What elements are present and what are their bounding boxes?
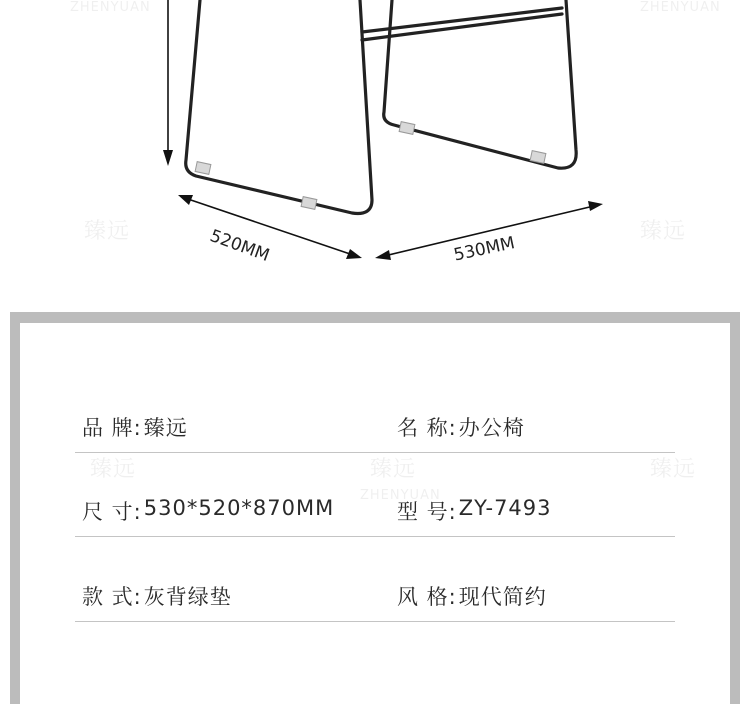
chair-leg-front-left bbox=[186, 0, 372, 213]
spec-label: 品 牌: bbox=[82, 416, 142, 440]
watermark-cn: 臻远 bbox=[640, 219, 687, 244]
spec-value: 办公椅 bbox=[458, 416, 525, 440]
spec-style bbox=[397, 581, 547, 611]
chair-foot-glide bbox=[195, 162, 211, 175]
depth-label: 520MM bbox=[207, 226, 273, 266]
watermark-en: ZHENYUAN bbox=[70, 0, 151, 15]
depth-arrowhead-end bbox=[346, 249, 362, 259]
spec-label: 型 号: bbox=[397, 500, 457, 524]
spec-row-brand-name bbox=[75, 372, 675, 453]
spec-value: ZY-7493 bbox=[458, 496, 552, 520]
chair-foot-glide bbox=[530, 151, 546, 164]
spec-brand bbox=[82, 412, 188, 442]
width-label: 530MM bbox=[452, 233, 517, 266]
product-dimension-image bbox=[0, 0, 750, 312]
spec-row-size-model bbox=[75, 456, 675, 537]
watermark-en: ZHENYUAN bbox=[640, 0, 721, 15]
watermark-cn: 臻远 bbox=[84, 219, 131, 244]
spec-value: 现代简约 bbox=[458, 585, 547, 609]
spec-value: 530*520*870MM bbox=[143, 496, 335, 520]
spec-label: 款 式: bbox=[82, 585, 142, 609]
chair-frame-drawing bbox=[0, 0, 750, 312]
spec-label: 名 称: bbox=[397, 416, 457, 440]
depth-arrowhead-start bbox=[178, 195, 193, 205]
spec-label: 尺 寸: bbox=[82, 500, 142, 524]
chair-foot-glide bbox=[301, 197, 317, 210]
spec-label: 风 格: bbox=[397, 585, 457, 609]
spec-value: 灰背绿垫 bbox=[143, 585, 232, 609]
watermark-cn: 臻远 bbox=[90, 457, 137, 482]
chair-foot-glide bbox=[399, 122, 415, 135]
watermark-cn: 臻远 bbox=[370, 457, 417, 482]
spec-variant bbox=[82, 581, 232, 611]
width-arrowhead-end bbox=[588, 201, 603, 211]
watermark-cn: 臻远 bbox=[650, 457, 697, 482]
width-arrowhead-start bbox=[375, 250, 391, 260]
spec-model bbox=[397, 496, 552, 526]
spec-row-style bbox=[75, 541, 675, 622]
spec-size bbox=[82, 496, 334, 526]
height-arrowhead bbox=[163, 150, 173, 166]
spec-product-name bbox=[397, 412, 525, 442]
spec-value: 臻远 bbox=[143, 416, 188, 440]
watermark-en: ZHENYUAN bbox=[360, 488, 441, 503]
